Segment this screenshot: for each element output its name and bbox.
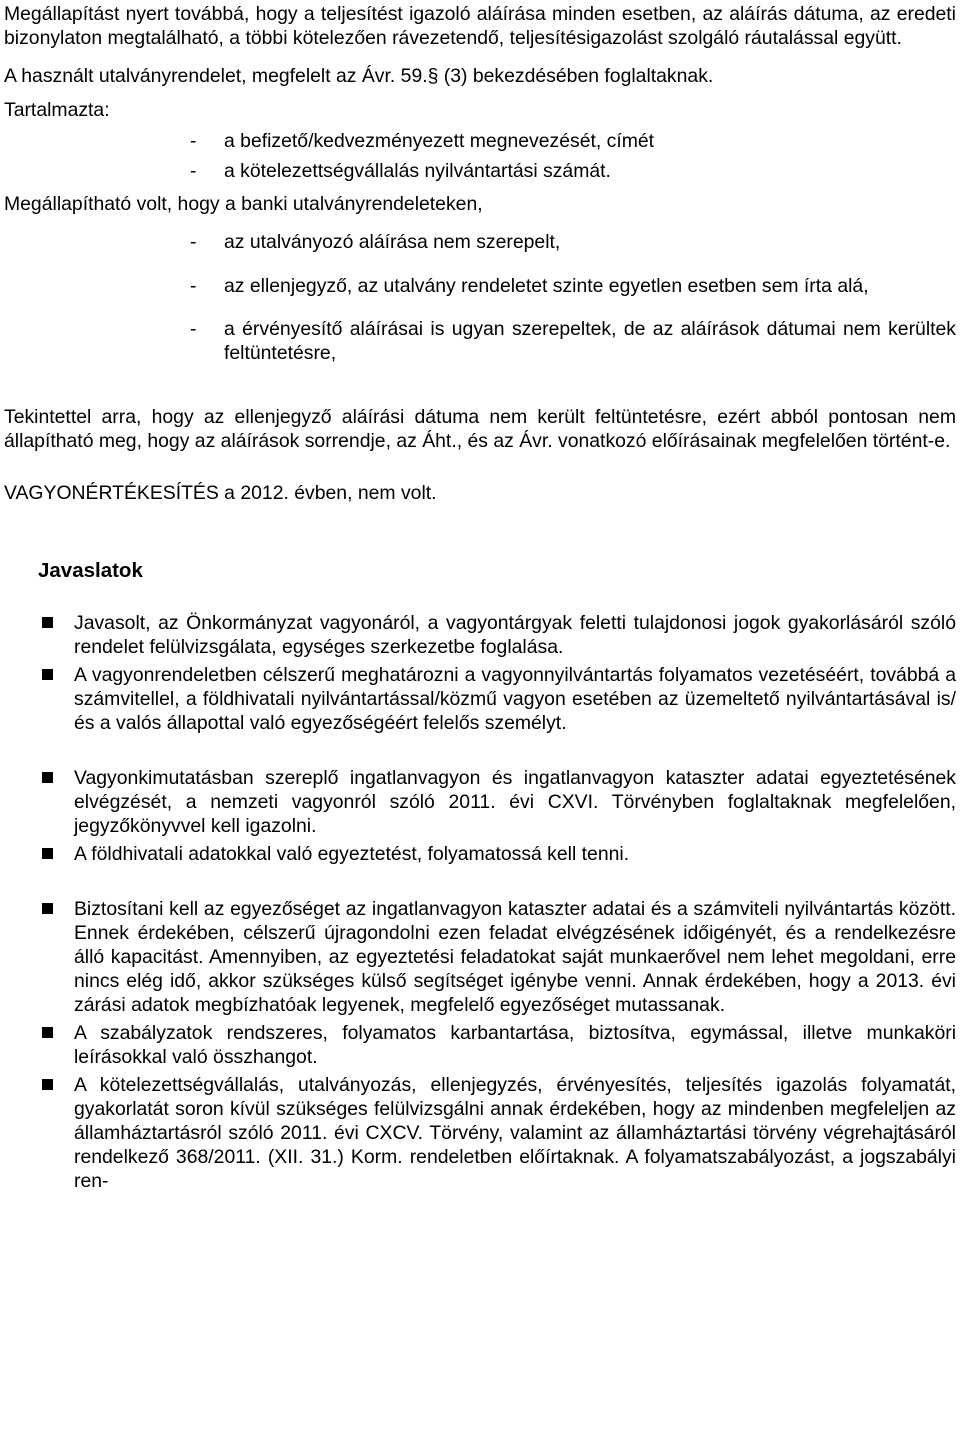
- list-item: A szabályzatok rendszeres, folyamatos karbantartása, biztosítva, egymással, illetve munkaköri leírásokkal való összhangot.: [4, 1021, 956, 1069]
- square-bullet-icon: [4, 842, 74, 866]
- intro-paragraph-2: A használt utalványrendelet, megfelelt az Ávr. 59.§ (3) bekezdésében foglaltaknak.: [4, 65, 714, 87]
- square-bullet-icon: [4, 663, 74, 687]
- list-item: - a kötelezettségvállalás nyilvántartási számát.: [4, 159, 956, 183]
- intro-paragraph-6: VAGYONÉRTÉKESÍTÉS a 2012. évben, nem volt.: [4, 482, 437, 504]
- list-item: - az ellenjegyző, az utalvány rendeletet szinte egyetlen esetben sem írta alá,: [4, 274, 956, 298]
- dash-marker: -: [190, 231, 197, 253]
- list-item: - a érvényesítő aláírásai is ugyan szerepeltek, de az aláírások dátumai nem kerültek feltüntetésre,: [4, 317, 956, 365]
- list-item: Vagyonkimutatásban szereplő ingatlanvagyon és ingatlanvagyon kataszter adatai egyeztetésének elvégzését, a nemzeti vagyonról szóló 2011. évi CXVI. Törvényben foglaltaknak megfelelően, jegyzőkönyvvel kell igazolni.: [4, 766, 956, 838]
- dash-marker: -: [190, 130, 197, 152]
- square-bullet-icon: [4, 897, 74, 921]
- square-bullet-icon: [4, 1073, 74, 1097]
- findings-list: [4, 230, 956, 365]
- list-item: A kötelezettségvállalás, utalványozás, ellenjegyzés, érvényesítés, teljesítés igazolás folyamatát, gyakorlatát soron kívül szükséges felülvizsgálni annak érdekében, hogy az mindenben megfeleljen az államháztartásról szóló 2011. évi CXCV. Törvény, valamint az államháztartási törvény végrehajtásáról rendelkező 368/2011. (XII. 31.) Korm. rendeletben előírtaknak. A folyamatszabályozást, a jogszabályi ren-: [4, 1073, 956, 1193]
- intro-paragraph-5: Tekintettel arra, hogy az ellenjegyző aláírási dátuma nem került feltüntetésre, ezért abból pontosan nem állapítható meg, hogy az aláírások sorrendje, az Áht., és az Ávr. vonatkozó előírásainak megfelelően történt-e.: [4, 406, 956, 452]
- square-bullet-icon: [4, 611, 74, 635]
- list-item: - a befizető/kedvezményezett megnevezését, címét: [4, 129, 956, 153]
- recommendations-list: [4, 611, 956, 1193]
- intro-paragraph-1: Megállapítást nyert továbbá, hogy a teljesítést igazoló aláírása minden esetben, az aláírás dátuma, az eredeti bizonylaton megtalálható, a többi kötelezően rávezetendő, teljesítésigazolást szolgáló ráutalással együtt.: [4, 3, 956, 49]
- square-bullet-icon: [4, 766, 74, 790]
- list-item: - az utalványozó aláírása nem szerepelt,: [4, 230, 956, 254]
- intro-label-tartalmazta: Tartalmazta:: [4, 99, 110, 121]
- square-bullet-icon: [4, 1021, 74, 1045]
- list-item: A földhivatali adatokkal való egyeztetést, folyamatossá kell tenni.: [4, 842, 956, 866]
- dash-marker: -: [190, 275, 197, 297]
- list-item: A vagyonrendeletben célszerű meghatározni a vagyonnyilvántartás folyamatos vezetéséért, továbbá a számvitellel, a földhivatali nyilvántartással/közmű vagyon esetében az üzemeltető nyilvántartásával is/és a valós állapottal való egyezőségéért felelős személyt.: [4, 663, 956, 735]
- dash-marker: -: [190, 318, 197, 340]
- list-item: Javasolt, az Önkormányzat vagyonáról, a vagyontárgyak feletti tulajdonosi jogok gyakorlásáról szóló rendelet felülvizsgálata, egységes szerkezetbe foglalása.: [4, 611, 956, 659]
- list-item: Biztosítani kell az egyezőséget az ingatlanvagyon kataszter adatai és a számviteli nyilvántartás között. Ennek érdekében, célszerű újragondolni ezen feladat elvégzésének időigényét, és a rendelkezésre álló kapacitást. Amennyiben, az egyeztetési feladatokat saját munkaerővel nem lehet megoldani, erre nincs elég idő, akkor szükséges külső segítséget igénybe venni. Annak érdekében, hogy a 2013. évi zárási adatok megbízhatóak legyenek, megfelelő egyezőséget mutassanak.: [4, 897, 956, 1017]
- dash-marker: -: [190, 160, 197, 182]
- intro-paragraph-4: Megállapítható volt, hogy a banki utalványrendeleteken,: [4, 193, 483, 215]
- section-heading-javaslatok: Javaslatok: [38, 559, 143, 582]
- contents-list: [4, 129, 956, 183]
